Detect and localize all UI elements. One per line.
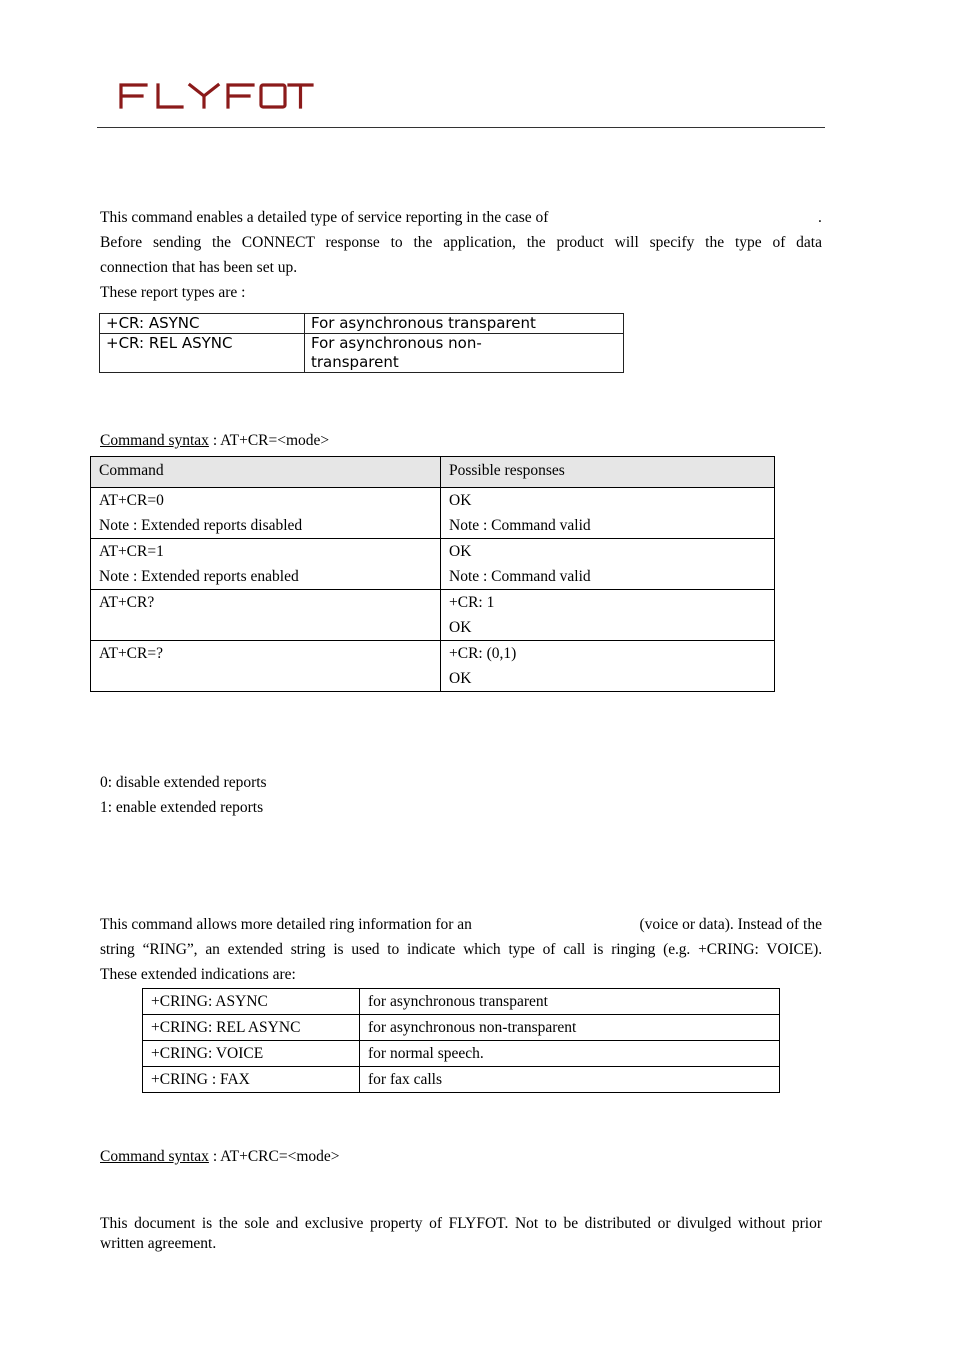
- command-cell: [91, 539, 441, 590]
- table-row: [91, 539, 775, 590]
- header-responses: Possible responses: [441, 457, 775, 488]
- crc-intro-line-3: These extended indications are:: [100, 966, 296, 983]
- command-cell: [91, 488, 441, 539]
- crc-intro-line-1: This command allows more detailed ring information for an (voice or data). Instead of the: [100, 916, 822, 933]
- table-row: [91, 590, 775, 641]
- syntax-label: Command syntax: [100, 432, 209, 449]
- response-note: Note : Command valid: [449, 568, 591, 585]
- response-note: OK: [449, 670, 472, 687]
- table-row: [100, 314, 624, 334]
- table-header-row: [91, 457, 775, 488]
- indication-desc: for fax calls: [360, 1067, 780, 1093]
- mode-value: 1: enable extended reports: [100, 799, 264, 816]
- command-note: Note : Extended reports enabled: [99, 568, 299, 585]
- syntax-value: : AT+CR=<mode>: [208, 432, 330, 449]
- command: AT+CR?: [99, 594, 155, 611]
- cr-intro-line-3: connection that has been set up.: [100, 259, 298, 276]
- command-cell: [91, 641, 441, 692]
- crc-intro: [100, 912, 822, 987]
- indication-code: +CRING: REL ASYNC: [143, 1015, 360, 1041]
- flyfot-logo: [118, 80, 314, 112]
- response: +CR: (0,1): [449, 645, 517, 662]
- command: AT+CR=0: [99, 492, 164, 509]
- crc-intro-line-2: string “RING”, an extended string is used to indicate which type of call is ringing (e.g. +CRING: VOICE).: [100, 941, 822, 958]
- cr-mode-values: [100, 770, 822, 820]
- indication-code: +CRING: ASYNC: [143, 989, 360, 1015]
- response-note: Note : Command valid: [449, 517, 591, 534]
- cr-intro-line-2: Before sending the CONNECT response to the application, the product will specify the type of data: [100, 234, 822, 251]
- table-row: [100, 334, 624, 373]
- response: +CR: 1: [449, 594, 495, 611]
- table-row: [143, 1067, 780, 1093]
- indication-desc: for asynchronous transparent: [360, 989, 780, 1015]
- report-code: +CR: REL ASYNC: [100, 334, 305, 373]
- response: OK: [449, 543, 472, 560]
- header-command: Command: [91, 457, 441, 488]
- syntax-label: Command syntax: [100, 1148, 209, 1165]
- footer-notice: This document is the sole and exclusive property of FLYFOT. Not to be distributed or divulged without prior written agreement.: [100, 1215, 822, 1252]
- command-note: Note : Extended reports disabled: [99, 517, 303, 534]
- table-row: [91, 641, 775, 692]
- table-row: [143, 1015, 780, 1041]
- command: AT+CR=1: [99, 543, 164, 560]
- header-divider: [97, 127, 825, 128]
- report-code: +CR: ASYNC: [100, 314, 305, 334]
- crc-syntax: [100, 1148, 340, 1166]
- report-desc: For asynchronous transparent: [305, 314, 624, 334]
- indication-code: +CRING : FAX: [143, 1067, 360, 1093]
- cring-indications-table: [142, 988, 780, 1093]
- response-cell: [441, 590, 775, 641]
- response-cell: [441, 488, 775, 539]
- mode-value: 0: disable extended reports: [100, 774, 267, 791]
- cr-intro-line-1: This command enables a detailed type of service reporting in the case of .: [100, 209, 822, 226]
- cr-intro-line-4: These report types are :: [100, 284, 246, 301]
- report-desc: For asynchronous non- transparent: [305, 334, 624, 373]
- syntax-value: : AT+CRC=<mode>: [208, 1148, 340, 1165]
- cr-syntax: [100, 432, 329, 450]
- response-cell: [441, 641, 775, 692]
- table-row: [91, 488, 775, 539]
- response-note: OK: [449, 619, 472, 636]
- command: AT+CR=?: [99, 645, 163, 662]
- indication-desc: for asynchronous non-transparent: [360, 1015, 780, 1041]
- indication-code: +CRING: VOICE: [143, 1041, 360, 1067]
- table-row: [143, 989, 780, 1015]
- cr-intro: [100, 205, 822, 305]
- table-row: [143, 1041, 780, 1067]
- command-cell: [91, 590, 441, 641]
- cr-command-table: [90, 456, 775, 692]
- report-types-table: [99, 313, 624, 373]
- response: OK: [449, 492, 472, 509]
- response-cell: [441, 539, 775, 590]
- indication-desc: for normal speech.: [360, 1041, 780, 1067]
